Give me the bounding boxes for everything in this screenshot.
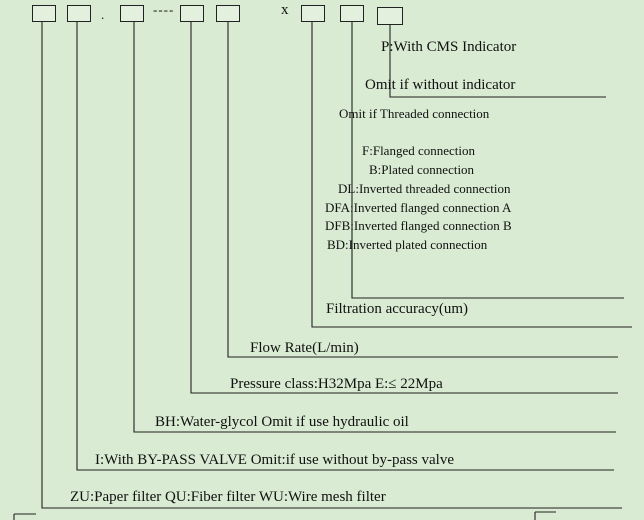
leader-line-connection <box>352 22 624 298</box>
label-filter-material: ZU:Paper filter QU:Fiber filter WU:Wire mesh filter <box>70 489 386 505</box>
label-flanged: F:Flanged connection <box>362 143 476 158</box>
code-separator-times: x <box>281 2 289 18</box>
label-flow-rate: Flow Rate(L/min) <box>250 340 359 356</box>
label-cms-indicator: P:With CMS Indicator <box>381 39 517 55</box>
label-inverted-threaded: DL:Inverted threaded connection <box>338 181 511 196</box>
code-box-connection <box>340 5 364 22</box>
code-box-filtration <box>301 5 325 22</box>
code-box-flow <box>216 5 240 22</box>
label-plated: B:Plated connection <box>369 162 475 177</box>
label-pressure-class: Pressure class:H32Mpa E:≤ 22Mpa <box>230 376 443 392</box>
code-box-material <box>32 5 56 22</box>
code-separator-dashes: ---- <box>153 2 175 17</box>
label-inverted-plated: BD:Inverted plated connection <box>327 237 488 252</box>
label-medium: BH:Water-glycol Omit if use hydraulic oil <box>155 414 409 430</box>
label-omit-indicator: Omit if without indicator <box>365 77 516 93</box>
code-box-indicator <box>377 7 403 25</box>
code-box-pressure <box>180 5 204 22</box>
code-box-medium <box>120 5 144 22</box>
label-omit-threaded: Omit if Threaded connection <box>339 106 490 121</box>
leader-line-material <box>42 22 622 508</box>
label-filtration-accuracy: Filtration accuracy(um) <box>326 301 469 317</box>
code-box-bypass <box>67 5 91 22</box>
label-bypass-valve: I:With BY-PASS VALVE Omit:if use without by-pass valve <box>95 452 455 468</box>
label-inverted-flanged-a: DFA:Inverted flanged connection A <box>325 200 512 215</box>
label-inverted-flanged-b: DFB:Inverted flanged connection B <box>325 218 512 233</box>
code-separator-dot: . <box>101 7 105 22</box>
